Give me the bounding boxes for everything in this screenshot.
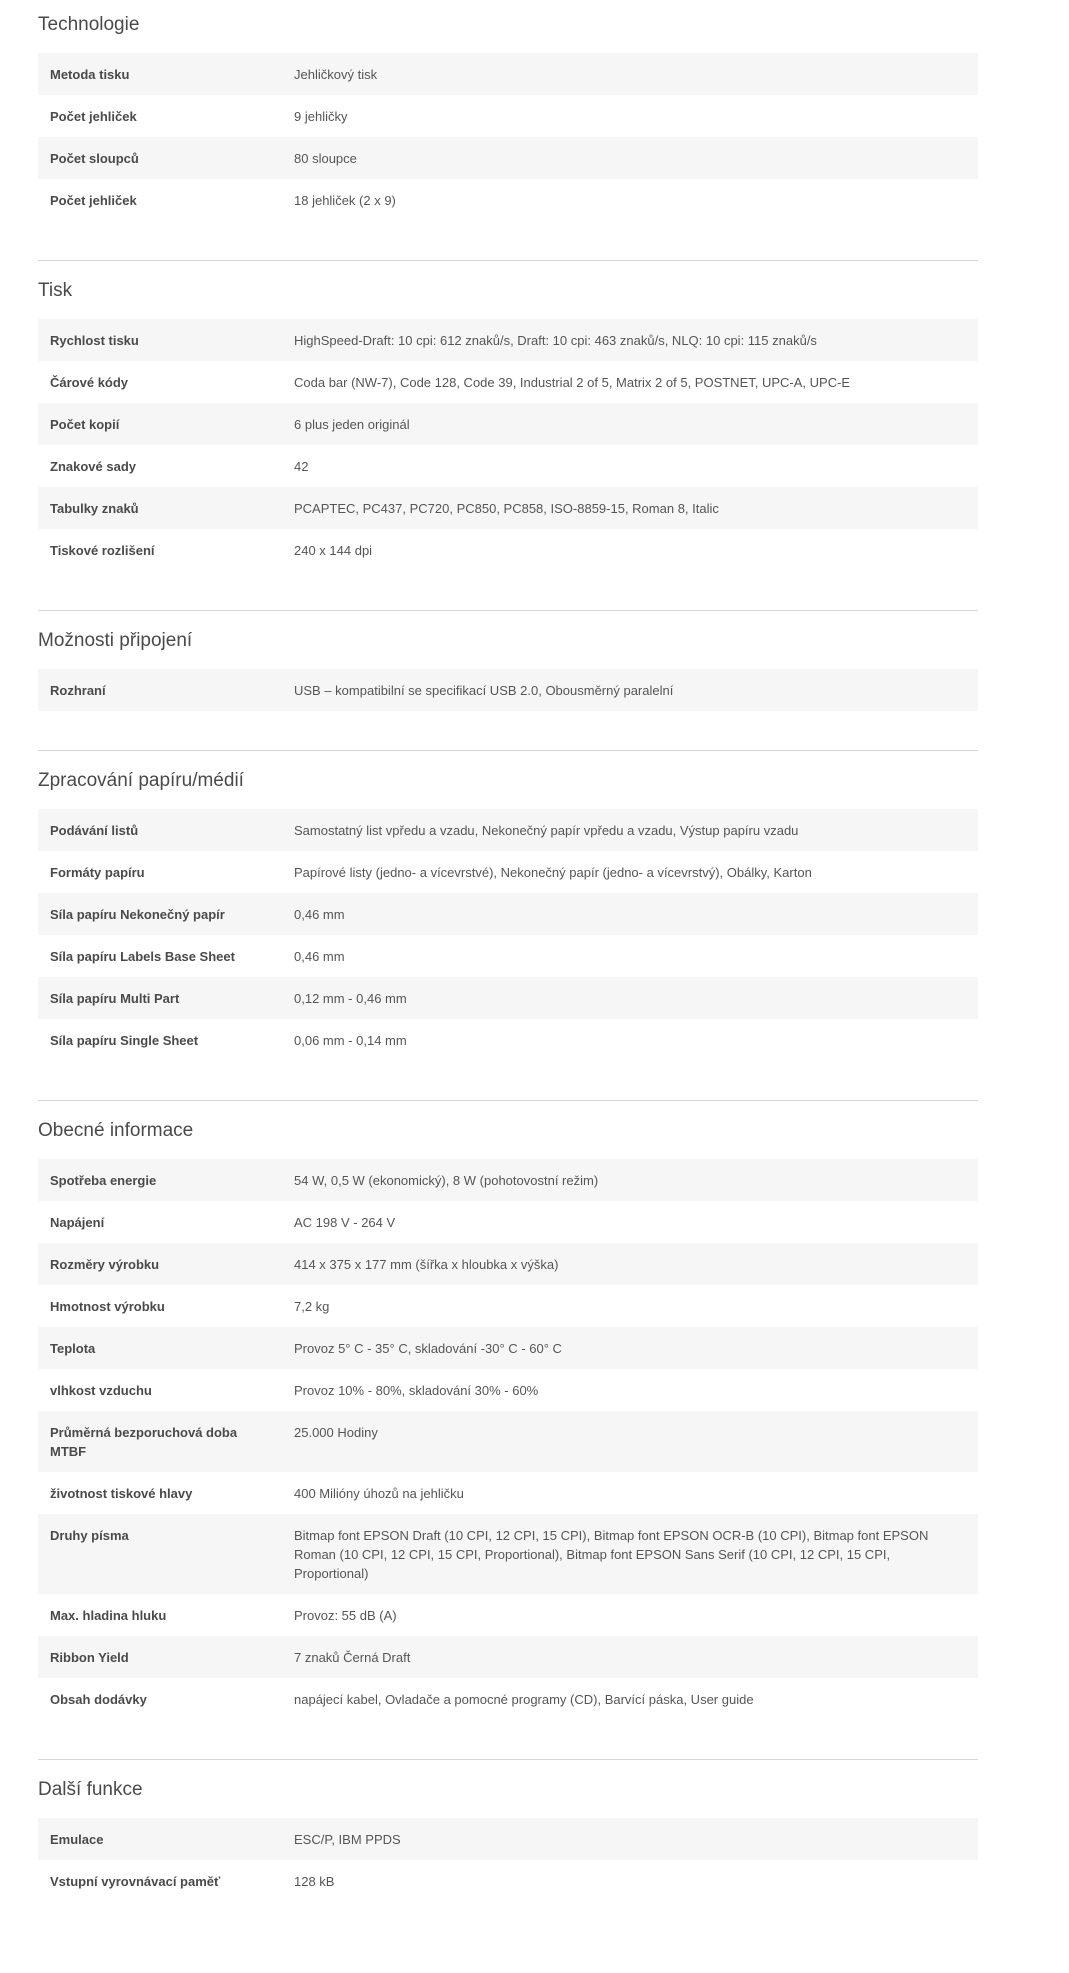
spec-label: Tabulky znaků: [50, 501, 139, 516]
spec-label: Znakové sady: [50, 459, 136, 474]
spec-label: Vstupní vyrovnávací paměť: [50, 1874, 221, 1889]
spec-label: Síla papíru Nekonečný papír: [50, 907, 225, 922]
spec-value: napájecí kabel, Ovladače a pomocné programy (CD), Barvící páska, User guide: [294, 1692, 754, 1707]
spec-value: 0,46 mm: [294, 907, 345, 922]
spec-label: Síla papíru Single Sheet: [50, 1033, 199, 1048]
spec-label: Rozhraní: [50, 683, 106, 698]
spec-row: [38, 1327, 978, 1369]
spec-value: Coda bar (NW-7), Code 128, Code 39, Industrial 2 of 5, Matrix 2 of 5, POSTNET, UPC-A, UPC-E: [294, 375, 851, 390]
spec-label: Metoda tisku: [50, 67, 130, 82]
spec-label: Čárové kódy: [50, 375, 129, 390]
spec-row: [38, 669, 978, 711]
spec-row: [38, 137, 978, 179]
spec-value: AC 198 V - 264 V: [294, 1215, 396, 1230]
spec-row: [38, 1678, 978, 1720]
spec-label: Průměrná bezporuchová doba MTBF: [50, 1425, 238, 1459]
spec-row: [38, 851, 978, 893]
spec-label: Napájení: [50, 1215, 105, 1230]
spec-table: [38, 53, 978, 221]
section-dalsi-funkce: [38, 1759, 978, 1902]
section-obecne-informace: [38, 1100, 978, 1720]
spec-row: [38, 319, 978, 361]
spec-label: Teplota: [50, 1341, 96, 1356]
spec-value: Jehličkový tisk: [294, 67, 378, 82]
spec-row: [38, 361, 978, 403]
spec-value: 54 W, 0,5 W (ekonomický), 8 W (pohotovostní režim): [294, 1173, 599, 1188]
spec-value: 128 kB: [294, 1874, 335, 1889]
spec-row: [38, 1411, 978, 1472]
spec-row: [38, 95, 978, 137]
spec-value: Papírové listy (jedno- a vícevrstvé), Nekonečný papír (jedno- a vícevrstvý), Obálky, Karton: [294, 865, 812, 880]
spec-label: Emulace: [50, 1832, 104, 1847]
spec-value: 400 Milióny úhozů na jehličku: [294, 1486, 464, 1501]
spec-label: Formáty papíru: [50, 865, 145, 880]
section-title: Tisk: [38, 280, 73, 301]
spec-value: USB – kompatibilní se specifikací USB 2.0, Obousměrný paralelní: [294, 683, 674, 698]
section-title: Obecné informace: [38, 1120, 194, 1141]
spec-row: [38, 1285, 978, 1327]
spec-value: 9 jehličky: [294, 109, 348, 124]
section-technologie: [38, 0, 978, 221]
spec-label: životnost tiskové hlavy: [50, 1486, 193, 1501]
spec-label: Obsah dodávky: [50, 1692, 147, 1707]
spec-label: Síla papíru Multi Part: [50, 991, 180, 1006]
spec-value: ESC/P, IBM PPDS: [294, 1832, 401, 1847]
spec-value: HighSpeed-Draft: 10 cpi: 612 znaků/s, Draft: 10 cpi: 463 znaků/s, NLQ: 10 cpi: 115 znaků/s: [294, 333, 817, 348]
spec-label: Počet kopií: [50, 417, 120, 432]
spec-value: 0,12 mm - 0,46 mm: [294, 991, 407, 1006]
spec-value: Samostatný list vpředu a vzadu, Nekonečný papír vpředu a vzadu, Výstup papíru vzadu: [294, 823, 799, 838]
spec-value: 6 plus jeden originál: [294, 417, 410, 432]
spec-label: Spotřeba energie: [50, 1173, 157, 1188]
spec-value: 0,46 mm: [294, 949, 345, 964]
spec-value: 25.000 Hodiny: [294, 1425, 378, 1440]
spec-row: [38, 893, 978, 935]
section-title: Možnosti připojení: [38, 630, 193, 651]
spec-row: [38, 529, 978, 571]
spec-row: [38, 487, 978, 529]
spec-value: 42: [294, 459, 309, 474]
spec-value: Bitmap font EPSON Draft (10 CPI, 12 CPI, 15 CPI), Bitmap font EPSON OCR-B (10 CPI), Bitmap font EPSON Roman (10 CPI, 12 CPI, 15 CPI, Proportional), Bitmap font EPSON Sans Serif (10 CPI, 12 CPI, 15 CPI, Proportional): [294, 1528, 929, 1581]
spec-row: [38, 809, 978, 851]
spec-label: Rychlost tisku: [50, 333, 139, 348]
spec-value: Provoz: 55 dB (A): [294, 1608, 397, 1623]
spec-row: [38, 179, 978, 221]
spec-label: Podávání listů: [50, 823, 139, 838]
spec-value: 7,2 kg: [294, 1299, 330, 1314]
spec-label: Rozměry výrobku: [50, 1257, 160, 1272]
section-title: Další funkce: [38, 1779, 143, 1800]
spec-row: [38, 977, 978, 1019]
spec-row: [38, 1201, 978, 1243]
section-zpracovani-papiru: [38, 750, 978, 1061]
spec-value: 7 znaků Černá Draft: [294, 1650, 411, 1665]
spec-row: [38, 445, 978, 487]
spec-value: 240 x 144 dpi: [294, 543, 373, 558]
spec-value: 18 jehliček (2 x 9): [294, 193, 396, 208]
spec-label: Hmotnost výrobku: [50, 1299, 165, 1314]
spec-label: Tiskové rozlišení: [50, 543, 155, 558]
spec-row: [38, 1472, 978, 1514]
spec-label: Počet jehliček: [50, 109, 137, 124]
spec-label: Ribbon Yield: [50, 1650, 129, 1665]
spec-row: [38, 1636, 978, 1678]
spec-label: Počet sloupců: [50, 151, 139, 166]
section-title: Zpracování papíru/médií: [38, 770, 244, 791]
spec-row: [38, 1369, 978, 1411]
section-title: Technologie: [38, 14, 140, 35]
spec-label: Druhy písma: [50, 1528, 129, 1543]
section-moznosti-pripojeni: [38, 610, 978, 711]
spec-label: Max. hladina hluku: [50, 1608, 167, 1623]
spec-row: [38, 53, 978, 95]
section-tisk: [38, 260, 978, 571]
spec-row: [38, 1514, 978, 1594]
spec-table: [38, 1159, 978, 1720]
spec-value: 80 sloupce: [294, 151, 357, 166]
spec-row: [38, 1818, 978, 1860]
spec-label: Síla papíru Labels Base Sheet: [50, 949, 235, 964]
spec-value: Provoz 5° C - 35° C, skladování -30° C - 60° C: [294, 1341, 562, 1356]
spec-table: [38, 319, 978, 571]
spec-table: [38, 809, 978, 1061]
spec-row: [38, 403, 978, 445]
spec-row: [38, 1243, 978, 1285]
spec-row: [38, 1159, 978, 1201]
spec-row: [38, 935, 978, 977]
spec-table: [38, 1818, 978, 1902]
spec-row: [38, 1860, 978, 1902]
spec-row: [38, 1019, 978, 1061]
spec-label: Počet jehliček: [50, 193, 137, 208]
spec-label: vlhkost vzduchu: [50, 1383, 152, 1398]
spec-value: 0,06 mm - 0,14 mm: [294, 1033, 407, 1048]
spec-value: PCAPTEC, PC437, PC720, PC850, PC858, ISO-8859-15, Roman 8, Italic: [294, 501, 719, 516]
spec-value: 414 x 375 x 177 mm (šířka x hloubka x výška): [294, 1257, 559, 1272]
spec-value: Provoz 10% - 80%, skladování 30% - 60%: [294, 1383, 539, 1398]
spec-row: [38, 1594, 978, 1636]
spec-table: [38, 669, 978, 711]
